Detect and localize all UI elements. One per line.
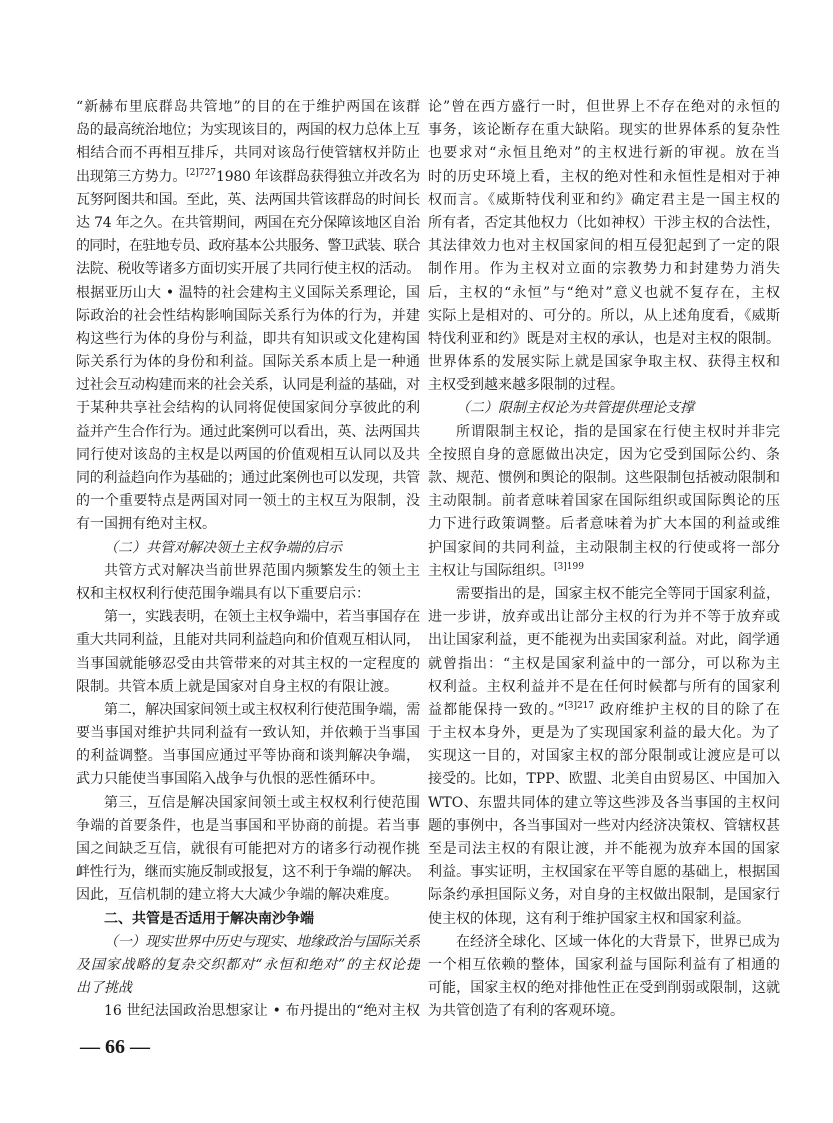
text-line: 也要求对“永恒且绝对”的主权进行新的审视。放在当 xyxy=(428,145,780,162)
text-line: 后，主权的“永恒”与“绝对”意义也就不复存在，主权 xyxy=(428,284,780,301)
paragraph xyxy=(76,792,420,908)
text-line: 制作用。作为主权对立面的宗教势力和封建势力消失 xyxy=(428,261,780,278)
text-line: 有一国拥有绝对主权。 xyxy=(76,516,216,533)
text-line: 国之间缺乏互信，就很有可能把对方的诸多行动视作挑 xyxy=(76,841,420,857)
text-line: 为共管创造了有利的客观环境。 xyxy=(428,1003,624,1020)
text-line: （二）限制主权论为共管提供理论支撑 xyxy=(456,400,694,417)
text-line: 特伐利亚和约》既是对主权的承认，也是对主权的限制。 xyxy=(428,330,780,347)
text-line: 武力只能使当事国陷入战争与仇恨的恶性循环中。 xyxy=(76,771,384,788)
text-line: 法院、税收等诸多方面切实开展了共同行使主权的活动。 xyxy=(76,261,420,278)
text-line: 于某种共享社会结构的认同将促使国家间分享彼此的利 xyxy=(76,400,420,417)
text-line: 至是司法主权的有限让渡，并不能视为放弃本国的国家 xyxy=(428,841,780,857)
section-heading xyxy=(76,908,420,931)
text-line: 实现这一目的，对国家主权的部分限制或让渡应是可以 xyxy=(428,748,780,765)
text-line: 使主权的体现，这有利于维护国家主权和国家利益。 xyxy=(428,910,750,927)
citation-superscript: [2]727 xyxy=(186,167,217,178)
text-line: 在经济全球化、区域一体化的大背景下，世界已成为 xyxy=(456,933,780,950)
text-line: 共管方式对解决当前世界范围内频繁发生的领土主 xyxy=(104,562,420,579)
text-line: 权利益。主权利益并不是在任何时候都与所有的国家利 xyxy=(428,678,780,695)
text-line: （一）现实世界中历史与现实、地缘政治与国际关系 xyxy=(104,933,420,950)
text-line: 的同时，在驻地专员、政府基本公共服务、警卫武装、联合 xyxy=(76,238,420,255)
text-segment: 政府维护主权的目的除了在 xyxy=(594,701,780,718)
paragraph xyxy=(428,931,780,1024)
text-line: 益并产生合作行为。通过此案例可以看出，英、法两国共 xyxy=(76,423,420,440)
text-line: 一个相互依赖的整体，国家利益与国际利益有了相通的 xyxy=(428,956,780,973)
text-line: 第二，解决国家间领土或主权权利行使范围争端，需 xyxy=(104,701,420,718)
text-line: 第三，互信是解决国家间领土或主权权利行使范围 xyxy=(104,794,420,811)
right-text-column xyxy=(428,96,780,1024)
text-line: 际关系行为体的身份和利益。国际关系本质上是一种通 xyxy=(76,354,420,371)
text-line: 根据亚历山大 • 温特的社会建构主义国际关系理论，国 xyxy=(76,284,420,301)
text-line: 护国家间的共同利益，主动限制主权的行使或将一部分 xyxy=(428,539,780,556)
text-line: 全按照自身的意愿做出决定，因为它受到国际公约、条 xyxy=(428,446,780,463)
text-line: 出了挑战 xyxy=(76,980,132,997)
text-line: 论”曾在西方盛行一时，但世界上不存在绝对的永恒的 xyxy=(428,99,780,115)
text-line: 争端的首要条件，也是当事国和平协商的前提。若当事 xyxy=(76,817,420,834)
text-line: “新赫布里底群岛共管地”的目的在于维护两国在该群 xyxy=(76,99,420,115)
text-line: 就曾指出：“主权是国家利益中的一部分，可以称为主 xyxy=(428,655,780,672)
text-line: 事务，该论断存在重大缺陷。现实的世界体系的复杂性 xyxy=(428,122,780,139)
subsection-heading xyxy=(76,537,420,560)
paragraph xyxy=(428,583,780,931)
text-line: 需要指出的是，国家主权不能完全等同于国家利益， xyxy=(456,585,780,602)
text-line: 达 74 年之久。在共管期间，两国在充分保障该地区自治 xyxy=(76,214,420,231)
text-line: 限制。共管本质上就是国家对自身主权的有限让渡。 xyxy=(76,678,398,695)
text-line: 其法律效力也对主权国家间的相互侵犯起到了一定的限 xyxy=(428,238,780,255)
text-line: 主动限制。前者意味着国家在国际组织或国际舆论的压 xyxy=(428,493,780,510)
text-line: 世界体系的发展实际上就是国家争取主权、获得主权和 xyxy=(428,354,780,371)
text-line: 重大共同利益，且能对共同利益趋向和价值观互相认同， xyxy=(76,632,420,649)
text-line: 所谓限制主权论，指的是国家在行使主权时并非完 xyxy=(456,423,780,440)
text-line: 主权受到越来越多限制的过程。 xyxy=(428,377,624,394)
text-line: 当事国就能够忍受由共管带来的对其主权的一定程度的 xyxy=(76,655,420,672)
text-segment: 1980 年该群岛获得独立并改名为 xyxy=(216,168,420,185)
subsection-heading xyxy=(428,397,780,420)
text-line: 出让国家利益，更不能视为出卖国家利益。对此，阎学通 xyxy=(428,632,780,649)
text-line: 二、共管是否适用于解决南沙争端 xyxy=(104,910,314,927)
text-line: 同的利益趋向作为基础的；通过此案例也可以发现，共管 xyxy=(76,470,420,486)
text-line: 构这些行为体的身份与利益，即共有知识或文化建构国 xyxy=(76,330,420,347)
text-segment: 出现第三方势力。 xyxy=(76,168,187,185)
text-line: 题的事例中，各当事国对一些对内经济决策权、管辖权甚 xyxy=(428,817,780,834)
text-line: 进一步讲，放弃或出让部分主权的行为并不等于放弃或 xyxy=(428,609,780,626)
text-line: 接受的。比如，TPP、欧盟、北美自由贸易区、中国加入 xyxy=(428,771,780,788)
text-segment: 主权让与国际组织。 xyxy=(428,562,554,579)
text-line: 于主权本身外，更是为了实现国家利益的最大化。为了 xyxy=(428,725,780,742)
text-line: 要当事国对维护共同利益有一致认知，并依赖于当事国 xyxy=(76,725,420,742)
text-line: 力下进行政策调整。后者意味着为扩大本国的利益或维 xyxy=(428,516,780,533)
text-line: 因此，互信机制的建立将大大减少争端的解决难度。 xyxy=(76,887,398,904)
text-line: 16 世纪法国政治思想家让 • 布丹提出的“绝对主权 xyxy=(104,1003,420,1020)
text-line: 款、规范、惯例和舆论的限制。这些限制包括被动限制和 xyxy=(428,470,780,486)
text-line: 的一个重要特点是两国对同一领土的主权互为限制，没 xyxy=(76,493,420,510)
paragraph xyxy=(76,606,420,699)
text-line xyxy=(428,699,780,722)
left-text-column xyxy=(76,96,420,1024)
paragraph xyxy=(76,699,420,792)
paragraph xyxy=(76,1000,420,1023)
text-segment: 益都能保持一致的。” xyxy=(428,701,565,718)
paragraph xyxy=(76,560,420,606)
text-line: 衅性行为，继而实施反制或报复，这不利于争端的解决。 xyxy=(76,864,420,881)
citation-superscript: [3]217 xyxy=(564,700,595,711)
text-line: 同行使对该岛的主权是以两国的价值观相互认同以及共 xyxy=(76,446,420,463)
paragraph xyxy=(428,96,780,397)
subsection-heading xyxy=(76,931,420,1001)
text-line: 权而言。《威斯特伐利亚和约》确定君主是一国主权的 xyxy=(428,191,780,208)
text-line: 相结合而不再相互排斥，共同对该岛行使管辖权并防止 xyxy=(76,145,420,162)
text-line: 时的历史环境上看，主权的绝对性和永恒性是相对于神 xyxy=(428,168,780,185)
text-line: 可能，国家主权的绝对排他性正在受到削弱或限制，这就 xyxy=(428,980,780,997)
text-line xyxy=(76,166,420,189)
text-line: （二）共管对解决领土主权争端的启示 xyxy=(104,539,342,556)
text-line: 的利益调整。当事国应通过平等协商和谈判解决争端， xyxy=(76,748,420,765)
text-line: 及国家战略的复杂交织都对“永恒和绝对”的主权论提 xyxy=(76,956,420,973)
text-line: 所有者，否定其他权力（比如神权）干涉主权的合法性， xyxy=(428,214,780,231)
text-line: 权和主权权利行使范围争端具有以下重要启示： xyxy=(76,585,370,602)
text-line: 际政治的社会性结构影响国际关系行为体的行为，并建 xyxy=(76,307,420,324)
text-line: 际条约承担国际义务，对自身的主权做出限制，是国家行 xyxy=(428,887,780,904)
text-line xyxy=(428,560,780,583)
paragraph xyxy=(76,96,420,537)
text-line: WTO、东盟共同体的建立等这些涉及各当事国的主权问 xyxy=(428,794,780,811)
text-line: 实际上是相对的、可分的。所以，从上述角度看，《威斯 xyxy=(428,307,780,324)
text-line: 过社会互动构建而来的社会关系，认同是利益的基础，对 xyxy=(76,377,420,394)
text-line: 利益。事实证明，主权国家在平等自愿的基础上，根据国 xyxy=(428,864,780,881)
citation-superscript: [3]199 xyxy=(554,561,584,572)
page-number: — 66 — xyxy=(80,1036,150,1058)
text-line: 第一，实践表明，在领土主权争端中，若当事国存在 xyxy=(104,609,420,626)
text-line: 岛的最高统治地位；为实现该目的，两国的权力总体上互 xyxy=(76,122,420,139)
text-line: 瓦努阿图共和国。至此，英、法两国共管该群岛的时间长 xyxy=(76,191,420,208)
paragraph xyxy=(428,421,780,583)
